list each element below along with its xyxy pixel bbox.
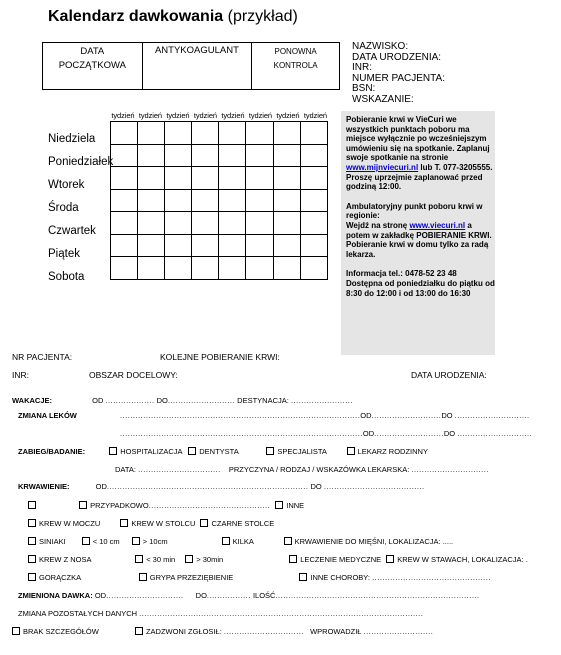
dose-cell[interactable] — [300, 144, 327, 167]
grid-row — [111, 122, 328, 145]
day-label: Środa — [48, 202, 79, 214]
dose-cell[interactable] — [246, 212, 273, 235]
day-label: Czwartek — [48, 225, 96, 237]
dose-cell[interactable] — [219, 167, 246, 190]
krew-w-stolcu-checkbox[interactable] — [120, 519, 128, 527]
dose-cell[interactable] — [192, 122, 219, 145]
dose-cell[interactable] — [219, 234, 246, 257]
info-box: Pobieranie krwi w VieCuri we wszystkich punktach poboru ma miejsce wyłącznie po wcześniejszym umówieniu się na spotkanie. Zaplanuj swoje spotkanie na stronie www.mijnviecuri.nl lub T. 077-3205555. Proszę uprzejmie zaplanować przed godziną 12:00. Ambulatoryjny punkt poboru krwi w regionie: Wejdź na stronę www.viecuri.nl a potem w zakładkę POBIERANIE KRWI. Pobieranie krwi w domu tylko za radą lekarza. Informacja tel.: 0478-52 23 48 Dostępna od poniedziałku do piątku od 8:30 do 12:00 i od 13:00 do 16:30 — [341, 111, 495, 355]
lt30-checkbox[interactable] — [135, 555, 143, 563]
krew-row: KREW W MOCZU KREW W STOLCU CZARNE STOLCE — [28, 519, 274, 528]
patient-field[interactable]: BSN: — [352, 83, 376, 95]
page-title: Kalendarz dawkowania (przykład) — [48, 8, 298, 25]
dose-cell[interactable] — [138, 167, 165, 190]
dose-cell[interactable] — [111, 122, 138, 145]
dosage-grid — [110, 121, 328, 280]
week-header: tydzień — [111, 111, 135, 120]
day-label: Niedziela — [48, 133, 96, 145]
przypadkowo-checkbox[interactable] — [79, 501, 87, 509]
viecuri-link[interactable]: www.viecuri.nl — [409, 220, 466, 230]
krwawienie-row: KRWAWIENIE: OD.............................................................................. DO ....................................... — [18, 482, 425, 491]
patient-field[interactable]: DATA URODZENIA: — [352, 51, 442, 63]
patient-fields — [352, 42, 445, 106]
obszar-label: OBSZAR DOCELOWY: — [89, 370, 178, 380]
dose-cell[interactable] — [273, 167, 300, 190]
next-check-field[interactable]: PONOWNA KONTROLA — [252, 43, 340, 90]
gt10-checkbox[interactable] — [132, 537, 140, 545]
dose-cell[interactable] — [273, 234, 300, 257]
specjalista-checkbox[interactable] — [266, 447, 274, 455]
day-label: Wtorek — [48, 179, 85, 191]
goraczka-checkbox[interactable] — [28, 573, 36, 581]
week-header: tydzień — [138, 111, 162, 120]
zmiana-lekow-line-1[interactable]: .............................................................................................OD...........................DO ............................. — [120, 411, 530, 420]
grid-row — [111, 144, 328, 167]
krwawienie-type-row: PRZYPADKOWO............................................... INNE — [28, 501, 304, 510]
kolejne-label: KOLEJNE POBIERANIE KRWI: — [160, 352, 280, 362]
siniaki-checkbox[interactable] — [28, 537, 36, 545]
data-przyczyna-row[interactable]: DATA: ................................ PRZYCZYNA / RODZAJ / WSKAZÓWKA LEKARSKA: .............................. — [115, 465, 489, 474]
week-header: tydzień — [248, 111, 272, 120]
inne-choroby-checkbox[interactable] — [299, 573, 307, 581]
week-header: tydzień — [276, 111, 300, 120]
dose-cell[interactable] — [138, 122, 165, 145]
nr-pacjenta-label: NR PACJENTA: — [12, 352, 73, 362]
dose-cell[interactable] — [246, 234, 273, 257]
dose-cell[interactable] — [300, 122, 327, 145]
dose-cell[interactable] — [192, 234, 219, 257]
dose-cell[interactable] — [165, 122, 192, 145]
patient-field[interactable]: WSKAZANIE: — [352, 93, 414, 105]
dose-cell[interactable] — [138, 144, 165, 167]
grypa-checkbox[interactable] — [139, 573, 147, 581]
grid-row — [111, 234, 328, 257]
week-header: tydzień — [221, 111, 245, 120]
dose-cell[interactable] — [192, 189, 219, 212]
dose-cell[interactable] — [300, 167, 327, 190]
dose-cell[interactable] — [111, 257, 138, 280]
dose-cell[interactable] — [165, 144, 192, 167]
anticoagulant-field[interactable]: ANTYKOAGULANT — [142, 43, 252, 90]
krwawienie-miesni-checkbox[interactable] — [284, 537, 292, 545]
zabieg-row: ZABIEG/BADANIE: HOSPITALIZACJA DENTYSTA SPECJALISTA LEKARZ RODZINNY — [18, 447, 428, 456]
week-header: tydzień — [193, 111, 217, 120]
day-label: Poniedziałek — [48, 156, 114, 168]
dose-cell[interactable] — [219, 122, 246, 145]
zmiana-pozostalych-row[interactable]: ZMIANA POZOSTAŁYCH DANYCH .............................................................................................................. — [18, 609, 424, 618]
dose-cell[interactable] — [300, 234, 327, 257]
siniaki-row: SINIAKI < 10 cm > 10cm KILKA KRWAWIENIE DO MIĘŚNI, LOKALIZACJA: ..... — [28, 537, 453, 546]
dose-cell[interactable] — [300, 212, 327, 235]
patient-field[interactable]: NAZWISKO: — [352, 41, 409, 52]
dose-cell[interactable] — [246, 257, 273, 280]
krew-z-nosa-checkbox[interactable] — [28, 555, 36, 563]
data-urodzenia-label: DATA URODZENIA: — [411, 370, 487, 380]
patient-field[interactable]: NUMER PACJENTA: — [352, 72, 445, 84]
krew-nosa-row: KREW Z NOSA < 30 min > 30min LECZENIE MEDYCZNE KREW W STAWACH, LOKALIZACJA: . — [28, 555, 528, 564]
dose-cell[interactable] — [273, 144, 300, 167]
dose-cell[interactable] — [300, 189, 327, 212]
dose-cell[interactable] — [246, 167, 273, 190]
dose-cell[interactable] — [219, 189, 246, 212]
patient-field[interactable]: INR: — [352, 62, 372, 74]
hospitalizacja-checkbox[interactable] — [109, 447, 117, 455]
grid-row — [111, 257, 328, 280]
dose-cell[interactable] — [111, 144, 138, 167]
dose-cell[interactable] — [246, 122, 273, 145]
dose-cell[interactable] — [219, 257, 246, 280]
week-header: tydzień — [303, 111, 327, 120]
dose-cell[interactable] — [165, 189, 192, 212]
dose-cell[interactable] — [138, 189, 165, 212]
kilka-checkbox[interactable] — [222, 537, 230, 545]
dose-cell[interactable] — [165, 234, 192, 257]
grid-row — [111, 167, 328, 190]
grid-row — [111, 212, 328, 235]
dose-cell[interactable] — [273, 257, 300, 280]
dose-cell[interactable] — [300, 257, 327, 280]
dose-cell[interactable] — [246, 189, 273, 212]
spontanicznie-checkbox[interactable] — [28, 501, 36, 509]
wakacje-row: WAKACJE: OD ................... DO.......................... DESTYNACJA: ........................ — [12, 396, 353, 405]
day-label: Sobota — [48, 271, 85, 283]
dose-cell[interactable] — [246, 144, 273, 167]
dose-cell[interactable] — [138, 212, 165, 235]
zmiana-lekow-line-2[interactable]: ..............................................................................................OD...........................DO ............................. — [120, 429, 533, 438]
lekarz-checkbox[interactable] — [347, 447, 355, 455]
lt10-checkbox[interactable] — [82, 537, 90, 545]
dose-cell[interactable] — [165, 167, 192, 190]
goraczka-row: GORĄCZKA GRYPA PRZEZIĘBIENIE INNE CHOROBY: .............................................. — [28, 573, 491, 582]
inne-checkbox[interactable] — [275, 501, 283, 509]
zmieniona-dawka-row[interactable]: ZMIENIONA DAWKA: OD.............................. DO................. ILOŚĆ............................................................................... — [18, 591, 480, 600]
dose-cell[interactable] — [111, 234, 138, 257]
dose-cell[interactable] — [219, 212, 246, 235]
dose-cell[interactable] — [111, 167, 138, 190]
dose-cell[interactable] — [165, 257, 192, 280]
dose-cell[interactable] — [273, 212, 300, 235]
dose-cell[interactable] — [192, 167, 219, 190]
dose-cell[interactable] — [192, 257, 219, 280]
dose-cell[interactable] — [192, 144, 219, 167]
grid-row — [111, 189, 328, 212]
zadzwoni-checkbox[interactable] — [135, 627, 143, 635]
dose-cell[interactable] — [138, 234, 165, 257]
dentysta-checkbox[interactable] — [188, 447, 196, 455]
dose-cell[interactable] — [219, 144, 246, 167]
zmiana-lekow-label: ZMIANA LEKÓW — [18, 411, 77, 420]
gt30-checkbox[interactable] — [185, 555, 193, 563]
dose-cell[interactable] — [192, 212, 219, 235]
dose-cell[interactable] — [273, 189, 300, 212]
day-label: Piątek — [48, 248, 80, 260]
czarne-stolce-checkbox[interactable] — [200, 519, 208, 527]
brak-szczegolow-checkbox[interactable] — [12, 627, 20, 635]
dose-cell[interactable] — [273, 122, 300, 145]
week-header: tydzień — [166, 111, 190, 120]
dose-cell[interactable] — [138, 257, 165, 280]
krew-w-moczu-checkbox[interactable] — [28, 519, 36, 527]
start-date-field[interactable]: DATA POCZĄTKOWA — [43, 43, 143, 90]
mijnviecuri-link[interactable]: www.mijnviecuri.nl — [346, 162, 419, 172]
leczenie-checkbox[interactable] — [289, 555, 297, 563]
header-table — [42, 42, 340, 90]
krew-w-stawach-checkbox[interactable] — [386, 555, 394, 563]
dose-cell[interactable] — [111, 189, 138, 212]
dose-cell[interactable] — [165, 212, 192, 235]
dose-cell[interactable] — [111, 212, 138, 235]
inr-label: INR: — [12, 370, 29, 380]
footer-row: BRAK SZCZEGÓŁÓW ZADZWONI ZGŁOSIŁ: ............................... WPROWADZIŁ ........................... — [12, 627, 433, 636]
